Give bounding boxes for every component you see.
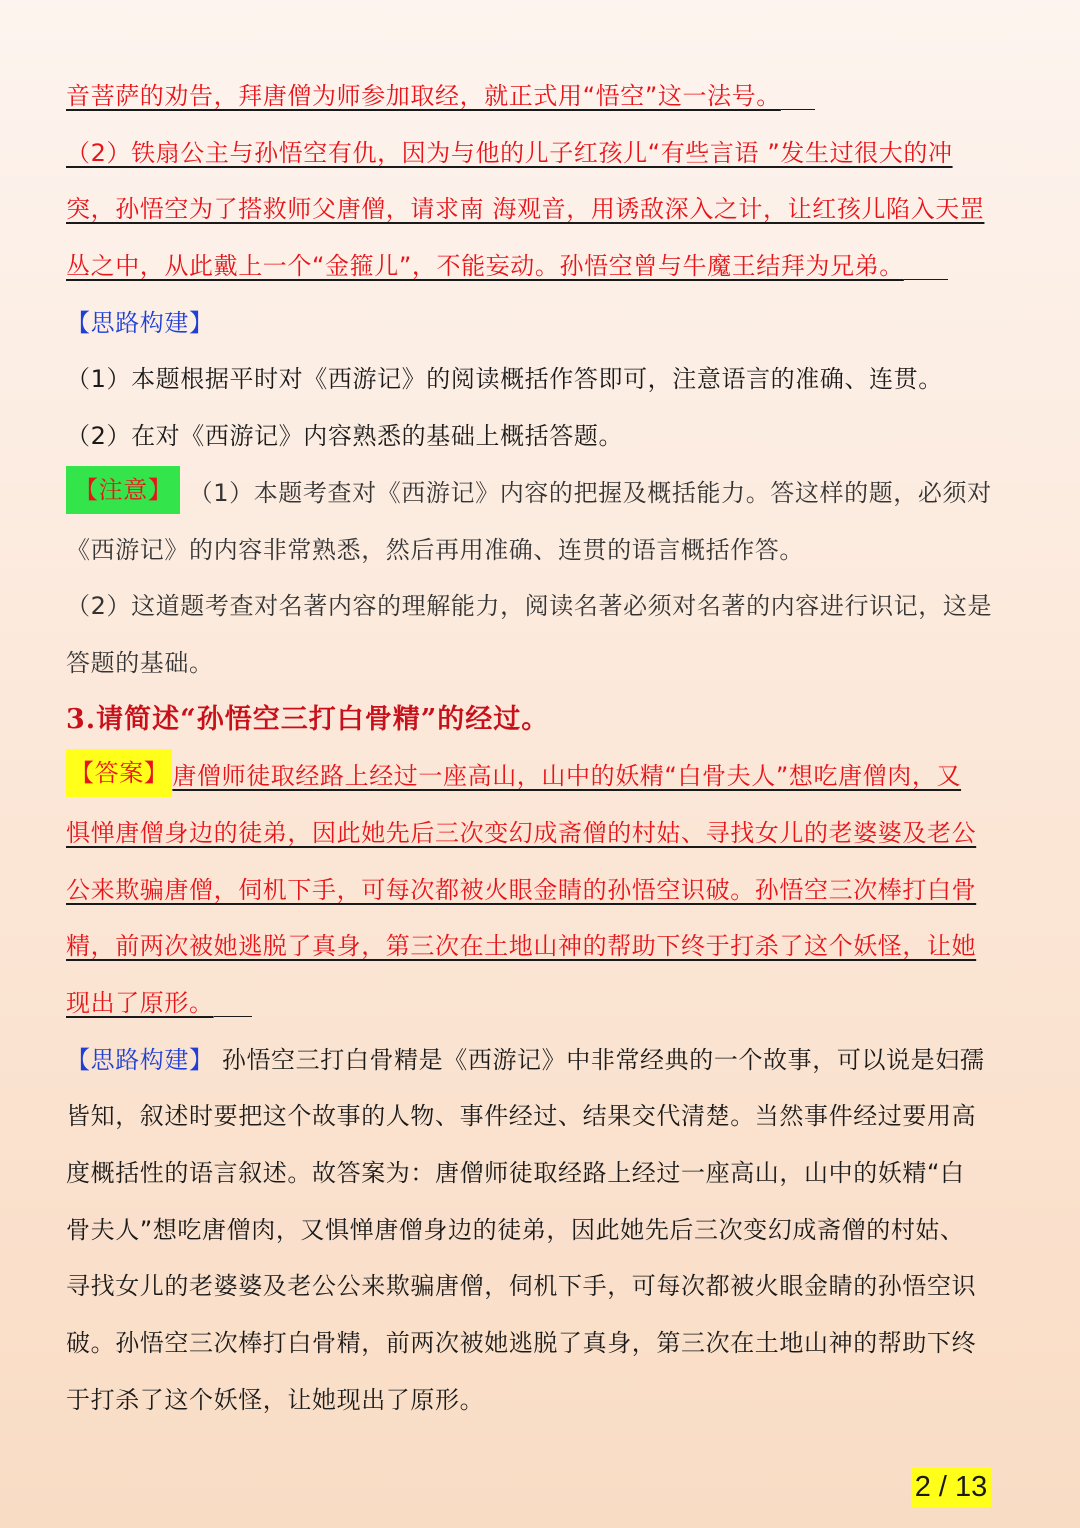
thinking-line — [66, 1145, 1016, 1202]
answer-line — [66, 68, 1016, 125]
answer-text: 丛之中，从此戴上一个“金箍儿”，不能妄动。孙悟空曾与牛魔王结拜为兄弟。 — [66, 252, 904, 281]
note-text: 《西游记》的内容非常熟悉，然后再用准确、连贯的语言概括作答。 — [66, 535, 804, 564]
thinking-line — [66, 1315, 1016, 1372]
answer-text: （2）铁扇公主与孙悟空有仇，因为与他的儿子红孩儿“有些言语 ”发生过很大的冲 — [66, 138, 953, 167]
answer-line — [66, 238, 1016, 295]
note-line — [66, 465, 1016, 522]
answer-line — [66, 125, 1016, 182]
answer-text: 惧惮唐僧身边的徒弟，因此她先后三次变幻成斋僧的村姑、寻找女儿的老婆婆及老公 — [66, 818, 977, 847]
thinking-text: （2）在对《西游记》内容熟悉的基础上概括答题。 — [66, 422, 624, 451]
answer-line — [66, 748, 1016, 805]
note-text: 答题的基础。 — [66, 648, 214, 677]
thinking-text: 寻找女儿的老婆婆及老公公来欺骗唐僧，伺机下手，可每次都被火眼金睛的孙悟空识 — [66, 1272, 977, 1301]
thinking-tag: 【思路构建】 — [66, 308, 214, 337]
answer-text: 突，孙悟空为了搭救师父唐僧，请求南 海观音，用诱敌深入之计，让红孩儿陷入天罡 — [66, 195, 985, 224]
answer-text: 精，前两次被她逃脱了真身，第三次在土地山神的帮助下终于打杀了这个妖怪，让她 — [66, 932, 977, 961]
underline-pad — [904, 278, 948, 280]
thinking-line — [66, 1032, 1016, 1089]
thinking-line — [66, 1372, 1016, 1429]
thinking-tag: 【思路构建】 — [66, 1045, 214, 1074]
answer-text: 现出了原形。 — [66, 989, 214, 1017]
underline-pad — [214, 1015, 252, 1017]
thinking-text: 皆知，叙述时要把这个故事的人物、事件经过、结果交代清楚。当然事件经过要用高 — [66, 1102, 977, 1131]
note-line — [66, 635, 1016, 692]
answer-text: 唐僧师徒取经路上经过一座高山，山中的妖精“白骨夫人”想吃唐僧肉，又 — [172, 762, 962, 791]
answer-line — [66, 862, 1016, 919]
thinking-line — [66, 1258, 1016, 1315]
answer-text: 音菩萨的劝告，拜唐僧为师参加取经，就正式用“悟空”这一法号。 — [66, 82, 781, 110]
question-title: 3.请简述“孙悟空三打白骨精”的经过。 — [66, 703, 550, 735]
thinking-line — [66, 1088, 1016, 1145]
note-text: （1）本题考查对《西游记》内容的把握及概括能力。答这样的题，必须对 — [188, 478, 992, 507]
thinking-text: （1）本题根据平时对《西游记》的阅读概括作答即可，注意语言的准确、连贯。 — [66, 365, 943, 394]
note-line — [66, 578, 1016, 635]
answer-tag: 【答案】 — [66, 749, 172, 797]
answer-line — [66, 805, 1016, 862]
thinking-text: 于打杀了这个妖怪，让她现出了原形。 — [66, 1385, 485, 1414]
thinking-line — [66, 1202, 1016, 1259]
answer-line — [66, 918, 1016, 975]
thinking-text: 骨夫人”想吃唐僧肉，又惧惮唐僧身边的徒弟，因此她先后三次变幻成斋僧的村姑、 — [66, 1215, 965, 1244]
thinking-text: 孙悟空三打白骨精是《西游记》中非常经典的一个故事，可以说是妇孺 — [221, 1045, 985, 1074]
answer-line — [66, 181, 1016, 238]
thinking-item — [66, 351, 1016, 408]
document-page — [66, 68, 1016, 1429]
page-number: 2 / 13 — [911, 1467, 991, 1507]
note-text: （2）这道题考查对名著内容的理解能力，阅读名著必须对名著的内容进行识记，这是 — [66, 592, 993, 621]
thinking-item — [66, 408, 1016, 465]
underline-pad — [781, 108, 815, 110]
answer-line — [66, 975, 1016, 1032]
answer-text: 公来欺骗唐僧，伺机下手，可每次都被火眼金睛的孙悟空识破。孙悟空三次棒打白骨 — [66, 875, 977, 904]
thinking-heading — [66, 295, 1016, 352]
note-line — [66, 522, 1016, 579]
note-tag: 【注意】 — [66, 466, 180, 514]
thinking-text: 度概括性的语言叙述。故答案为：唐僧师徒取经路上经过一座高山，山中的妖精“白 — [66, 1159, 965, 1188]
thinking-text: 破。孙悟空三次棒打白骨精，前两次被她逃脱了真身，第三次在土地山神的帮助下终 — [66, 1329, 977, 1358]
